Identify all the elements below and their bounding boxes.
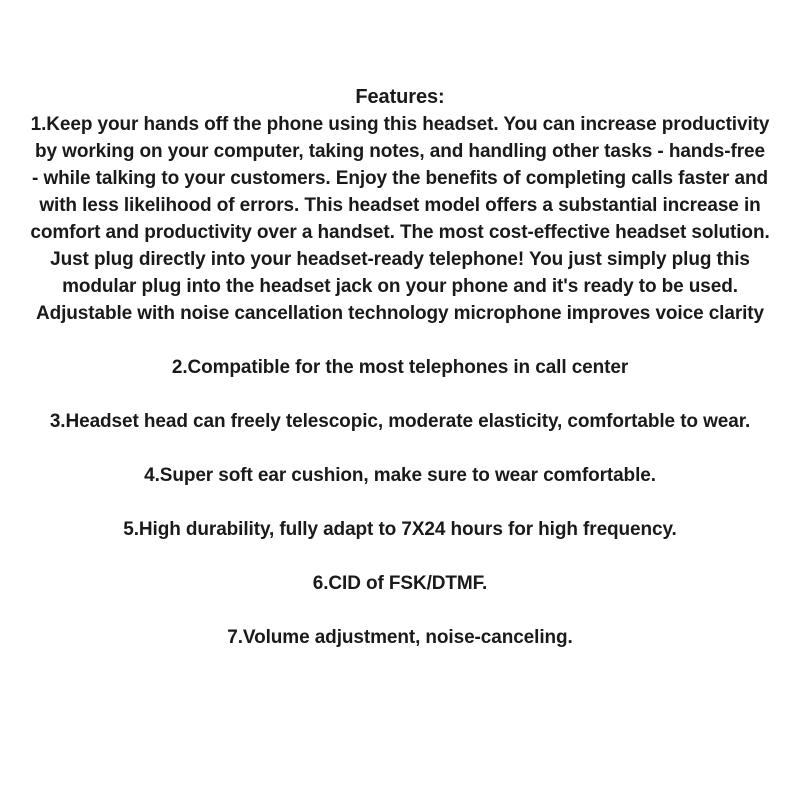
features-document (0, 84, 800, 651)
features-title: Features: (355, 86, 445, 108)
feature-paragraph-3: 3.Headset head can freely telescopic, moderate elasticity, comfortable to wear. (49, 411, 751, 432)
feature-paragraph-7: 7.Volume adjustment, noise-canceling. (227, 627, 573, 648)
feature-paragraph-1: 1.Keep your hands off the phone using this headset. You can increase productivity by working on your computer, taking notes, and handling other tasks - hands-free - while talking to your customers. Enjoy the benefits of completing calls faster and with less likelihood of errors. This headset model offers a substantial increase in comfort and productivity over a handset. The most cost-effective headset solution. Just plug directly into your headset-ready telephone! You just simply plug this modular plug into the headset jack on your phone and it's ready to be used. Adjustable with noise cancellation technology microphone improves voice clarity (30, 114, 770, 324)
feature-paragraph-5: 5.High durability, fully adapt to 7X24 hours for high frequency. (123, 519, 677, 540)
feature-paragraph-4: 4.Super soft ear cushion, make sure to wear comfortable. (144, 465, 656, 486)
feature-paragraph-2: 2.Compatible for the most telephones in call center (171, 357, 629, 378)
feature-paragraph-6: 6.CID of FSK/DTMF. (312, 573, 488, 594)
